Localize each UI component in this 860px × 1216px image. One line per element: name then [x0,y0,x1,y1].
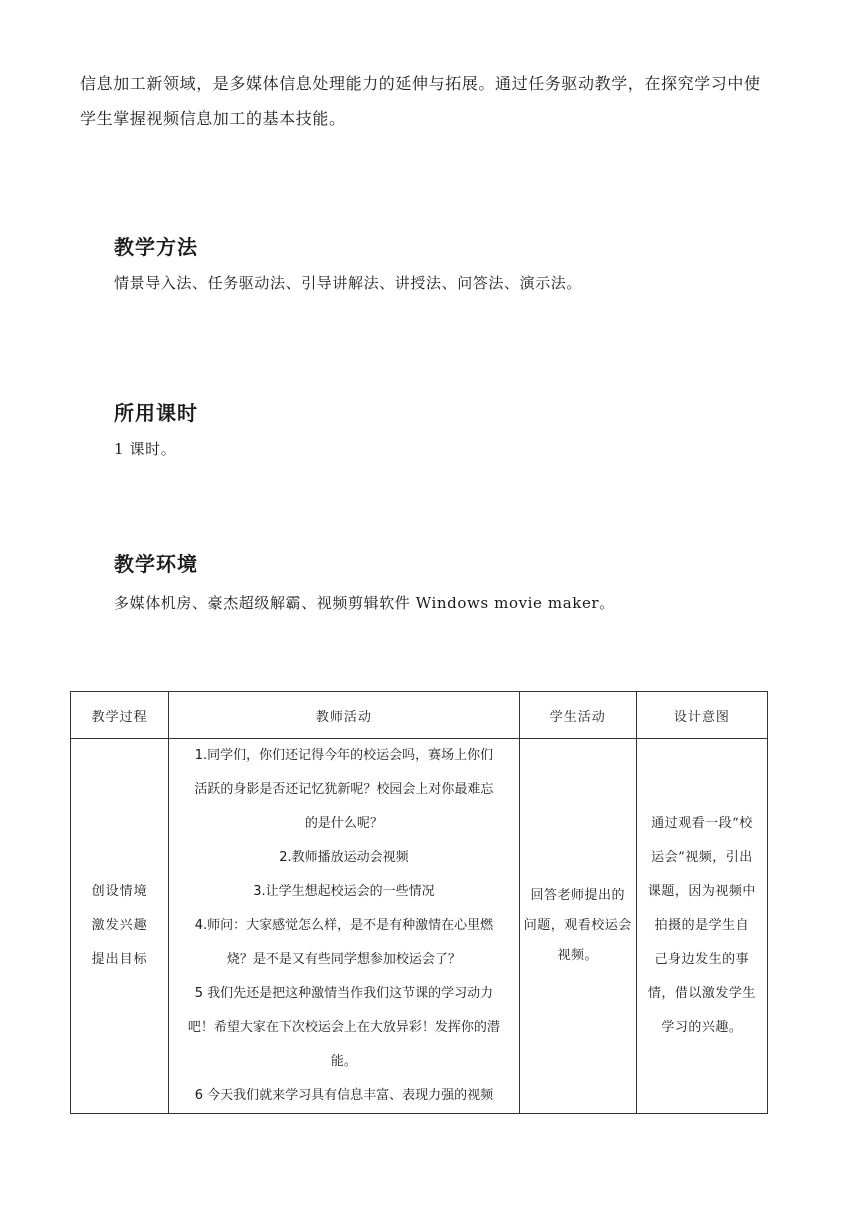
section-text-methods: 情景导入法、任务驱动法、引导讲解法、讲授法、问答法、演示法。 [114,274,583,292]
cell-student-activity [519,739,636,1114]
intent-line: 学习的兴趣。 [661,1020,743,1035]
section-title-methods: 教学方法 [114,235,198,259]
section-title-environment: 教学环境 [114,552,198,576]
student-line: 回答老师提出的 [530,888,625,903]
cell-design-intent [636,739,767,1114]
teacher-line: 活跃的身影是否还记忆犹新呢？校园会上对你最难忘 [194,782,494,797]
header-teacher-activity: 教师活动 [169,692,520,739]
intro-paragraph [80,66,790,136]
section-text-environment: 多媒体机房、豪杰超级解霸、视频剪辑软件 Windows movie maker。 [114,594,615,612]
teacher-line: 6 今天我们就来学习具有信息丰富、表现力强的视频 [194,1088,494,1103]
process-line: 提出目标 [91,952,148,967]
teacher-line: 5 我们先还是把这种激情当作我们这节课的学习动力 [194,986,494,1001]
intro-line-1: 信息加工新领域，是多媒体信息处理能力的延伸与拓展。通过任务驱动教学，在探究学习中使 [80,74,761,93]
intent-line: 课题，因为视频中 [647,884,756,899]
table-row [71,739,768,1114]
intent-line: 运会”视频，引出 [651,850,753,865]
teacher-line: 2.教师播放运动会视频 [279,850,409,865]
teacher-line: 烧？是不是又有些同学想参加校运会了？ [226,952,461,967]
process-line: 激发兴趣 [91,918,148,933]
teacher-line: 1.同学们，你们还记得今年的校运会吗，赛场上你们 [194,748,494,763]
student-line: 问题，观看校运会 [523,918,632,933]
teacher-line: 能。 [330,1054,357,1069]
teacher-line: 的是什么呢？ [304,816,383,831]
intent-line: 情，借以激发学生 [647,986,756,1001]
table-header-row [71,692,768,739]
header-student-activity: 学生活动 [519,692,636,739]
intent-line: 通过观看一段“校 [651,816,753,831]
cell-teacher-activity [169,739,520,1114]
teacher-line: 吧！希望大家在下次校运会上在大放异彩！发挥你的潜 [187,1020,500,1035]
teacher-line: 3.让学生想起校运会的一些情况 [253,884,435,899]
intro-line-2: 学生掌握视频信息加工的基本技能。 [80,109,346,128]
header-design-intent: 设计意图 [636,692,767,739]
section-title-hours: 所用课时 [114,401,198,425]
intent-line: 己身边发生的事 [654,952,750,967]
process-line: 创设情境 [91,884,148,899]
lesson-process-table [70,691,768,1114]
header-process: 教学过程 [71,692,169,739]
cell-process [71,739,169,1114]
student-line: 视频。 [557,948,598,963]
teacher-line: 4.师问：大家感觉怎么样，是不是有种激情在心里燃 [194,918,494,933]
intent-line: 拍摄的是学生自 [654,918,750,933]
section-text-hours: 1 课时。 [114,440,177,458]
